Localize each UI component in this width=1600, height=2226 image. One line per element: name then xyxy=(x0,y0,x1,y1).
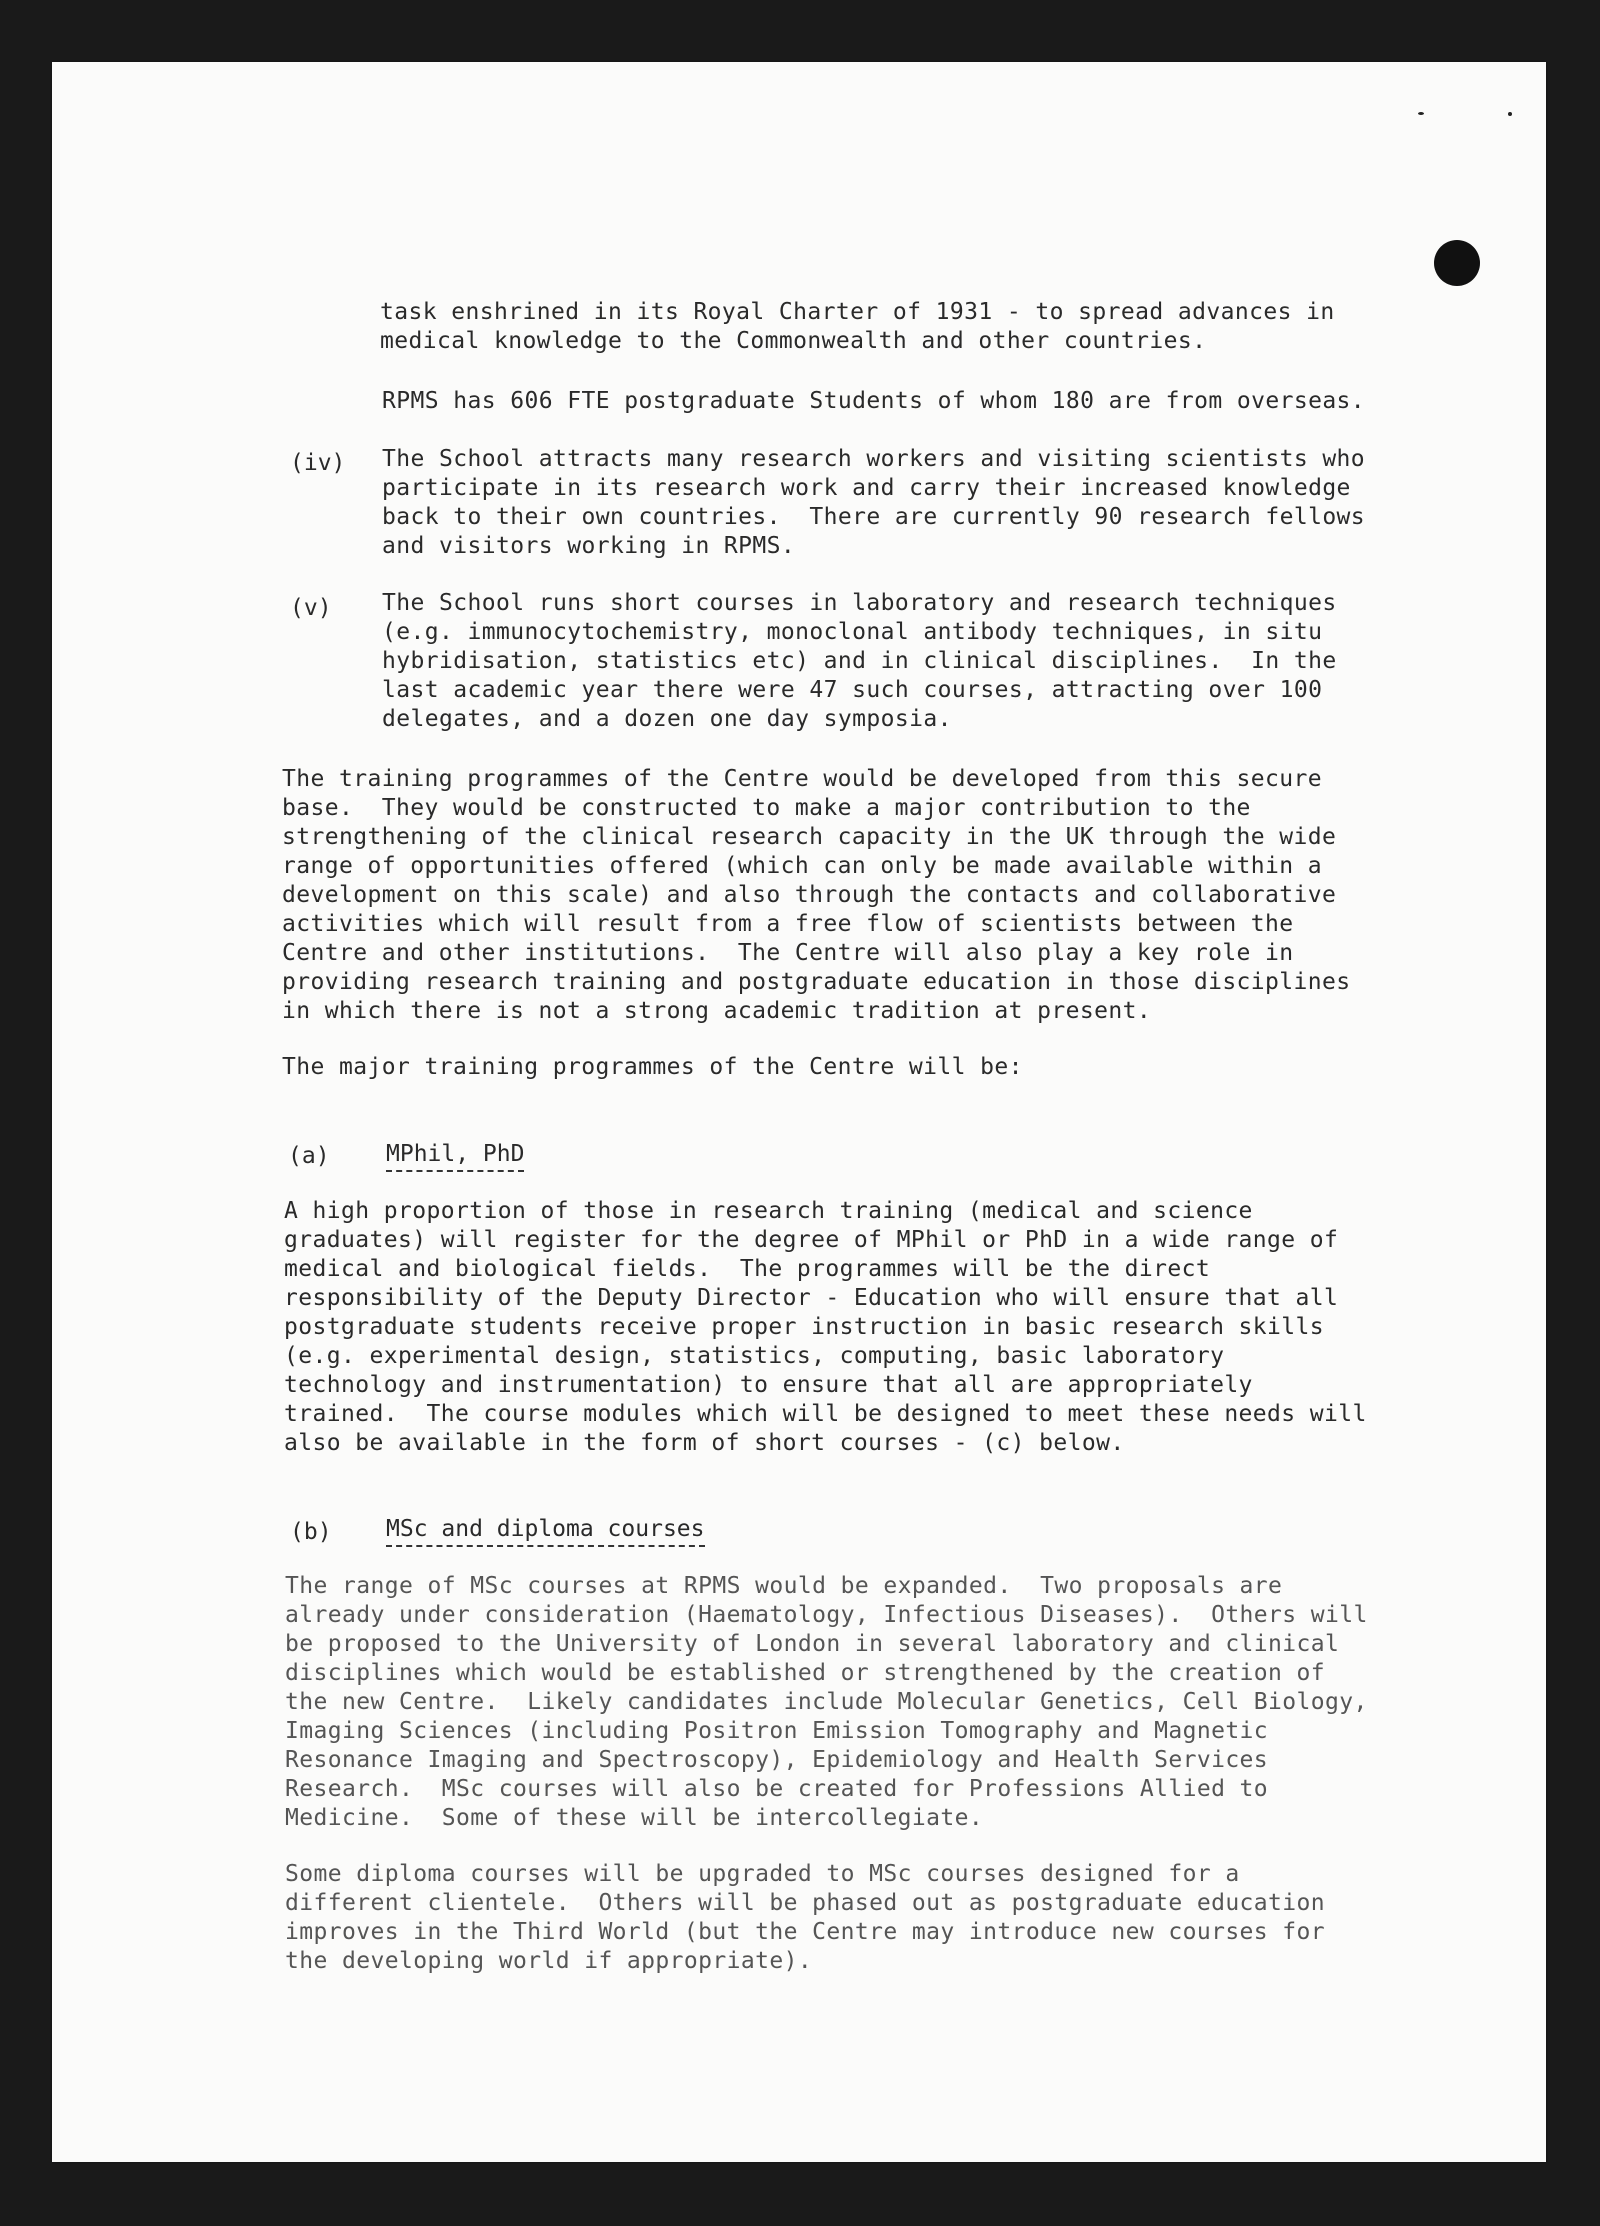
section-a-heading: MPhil, PhD xyxy=(386,1140,524,1172)
section-b-label: (b) xyxy=(290,1519,332,1545)
item-iv-label: (iv) xyxy=(290,450,346,476)
paragraph-training-programmes: The training programmes of the Centre would be developed from this secure base. They would be constructed to make a major contribution to the strengthening of the clinical research capacity in the UK through the wide range of opportunities offered (which can only be made available within a development on this scale) and also through the contacts and collaborative activities which will result from a free flow of scientists between the Centre and other institutions. The Centre will also play a key role in providing research training and postgraduate education in those disciplines in which there is not a strong academic tradition at present. xyxy=(282,766,1351,1024)
document-page xyxy=(52,62,1546,2162)
paragraph-student-count: RPMS has 606 FTE postgraduate Students of whom 180 are from overseas. xyxy=(382,388,1366,414)
section-b-diploma-text: Some diploma courses will be upgraded to MSc courses designed for a different clientele. Others will be phased out as postgraduate education improves in the Third World (but the Centre may introduce new courses for the developing world if appropriate). xyxy=(285,1861,1326,1974)
paragraph-royal-charter: task enshrined in its Royal Charter of 1931 - to spread advances in medical knowledge to the Commonwealth and other countries. xyxy=(380,299,1335,354)
paper-speck xyxy=(1418,112,1424,115)
item-v-label: (v) xyxy=(290,595,332,621)
section-b-text: The range of MSc courses at RPMS would be expanded. Two proposals are already under consideration (Haematology, Infectious Diseases). Others will be proposed to the University of London in several laboratory and clinical disciplines which would be established or strengthened by the creation of the new Centre. Likely candidates include Molecular Genetics, Cell Biology, Imaging Sciences (including Positron Emission Tomography and Magnetic Resonance Imaging and Spectroscopy), Epidemiology and Health Services Research. MSc courses will also be created for Professions Allied to Medicine. Some of these will be intercollegiate. xyxy=(285,1573,1368,1831)
paper-speck xyxy=(1508,112,1512,116)
paragraph-major-programmes: The major training programmes of the Centre will be: xyxy=(282,1054,1023,1080)
item-iv-text: The School attracts many research workers and visiting scientists who participate in its research work and carry their increased knowledge back to their own countries. There are currently 90 research fellows and visitors working in RPMS. xyxy=(382,446,1366,559)
punch-hole xyxy=(1434,240,1480,286)
item-v-text: The School runs short courses in laboratory and research techniques (e.g. immunocytochemistry, monoclonal antibody techniques, in situ hybridisation, statistics etc) and in clinical disciplines. In the last academic year there were 47 such courses, attracting over 100 delegates, and a dozen one day symposia. xyxy=(382,590,1337,732)
section-a-text: A high proportion of those in research training (medical and science graduates) will register for the degree of MPhil or PhD in a wide range of medical and biological fields. The programmes will be the direct responsibility of the Deputy Director - Education who will ensure that all postgraduate students receive proper instruction in basic research skills (e.g. experimental design, statistics, computing, basic laboratory technology and instrumentation) to ensure that all are appropriately trained. The course modules which will be designed to meet these needs will also be available in the form of short courses - (c) below. xyxy=(284,1198,1367,1456)
section-b-heading: MSc and diploma courses xyxy=(386,1515,705,1547)
section-a-label: (a) xyxy=(288,1143,330,1169)
